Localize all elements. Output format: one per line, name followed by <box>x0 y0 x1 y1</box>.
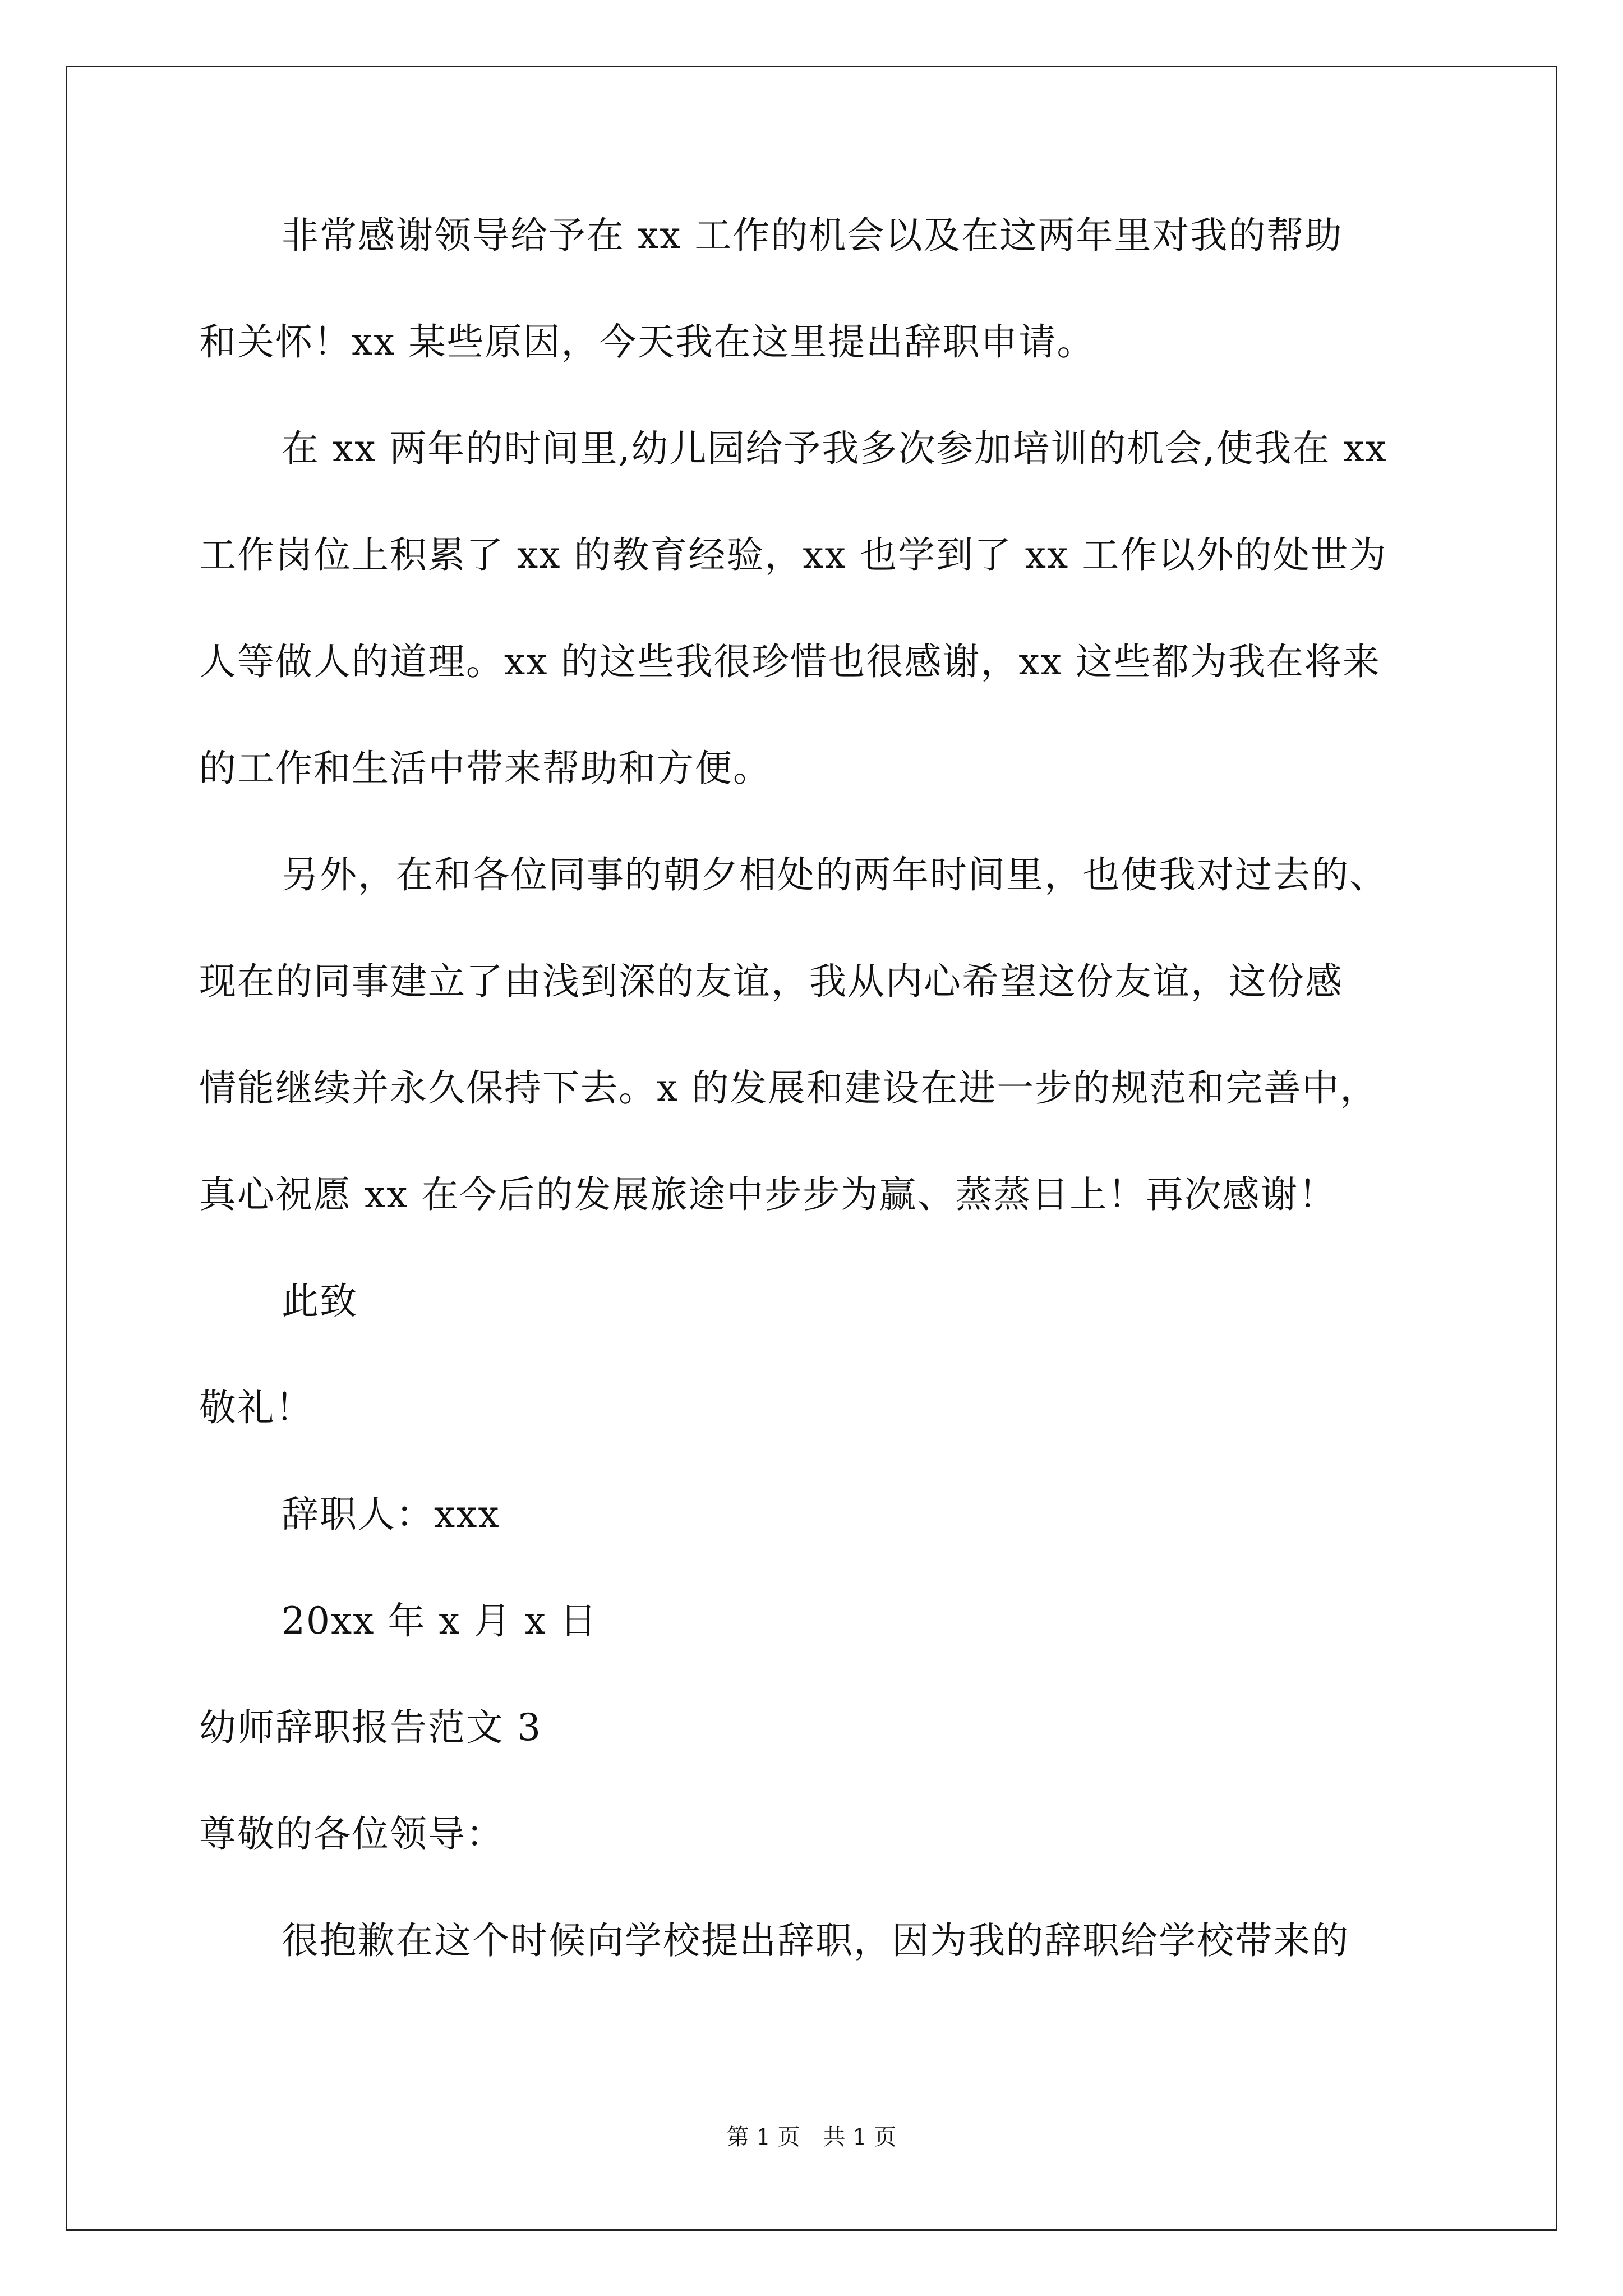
paragraph-3-line-3: 情能继续并永久保持下去。x 的发展和建设在进一步的规范和完善中， <box>199 1066 1378 1110</box>
section-title: 幼师辞职报告范文 3 <box>199 1706 542 1749</box>
page-footer <box>0 2123 1623 2151</box>
letter-greeting: 尊敬的各位领导： <box>199 1812 504 1856</box>
page-number-total: 共 1 页 <box>823 2124 897 2150</box>
signature-name: 辞职人：xxx <box>282 1493 500 1536</box>
paragraph-2-line-3: 人等做人的道理。xx 的这些我很珍惜也很感谢，xx 这些都为我在将来 <box>199 640 1381 683</box>
paragraph-2-line-2: 工作岗位上积累了 xx 的教育经验，xx 也学到了 xx 工作以外的处世为 <box>199 533 1387 577</box>
paragraph-3-line-2: 现在的同事建立了由浅到深的友谊，我从内心希望这份友谊，这份感 <box>199 960 1343 1003</box>
page-border <box>66 66 1557 2231</box>
paragraph-4-line-1: 很抱歉在这个时候向学校提出辞职，因为我的辞职给学校带来的 <box>282 1919 1349 1962</box>
closing-regards: 敬礼！ <box>199 1386 313 1429</box>
paragraph-3-line-4: 真心祝愿 xx 在今后的发展旅途中步步为赢、蒸蒸日上！再次感谢！ <box>199 1173 1337 1216</box>
paragraph-2-line-1: 在 xx 两年的时间里,幼儿园给予我多次参加培训的机会,使我在 xx <box>282 427 1387 470</box>
page-number-current: 第 1 页 <box>726 2124 800 2150</box>
signature-date: 20xx 年 x 月 x 日 <box>282 1599 598 1642</box>
paragraph-3-line-1: 另外，在和各位同事的朝夕相处的两年时间里，也使我对过去的、 <box>282 853 1387 896</box>
paragraph-2-line-4: 的工作和生活中带来帮助和方便。 <box>199 747 771 790</box>
closing-salutation: 此致 <box>282 1280 358 1323</box>
paragraph-1-line-1: 非常感谢领导给予在 xx 工作的机会以及在这两年里对我的帮助 <box>282 214 1343 257</box>
paragraph-1-line-2: 和关怀！xx 某些原因，今天我在这里提出辞职申请。 <box>199 320 1095 364</box>
